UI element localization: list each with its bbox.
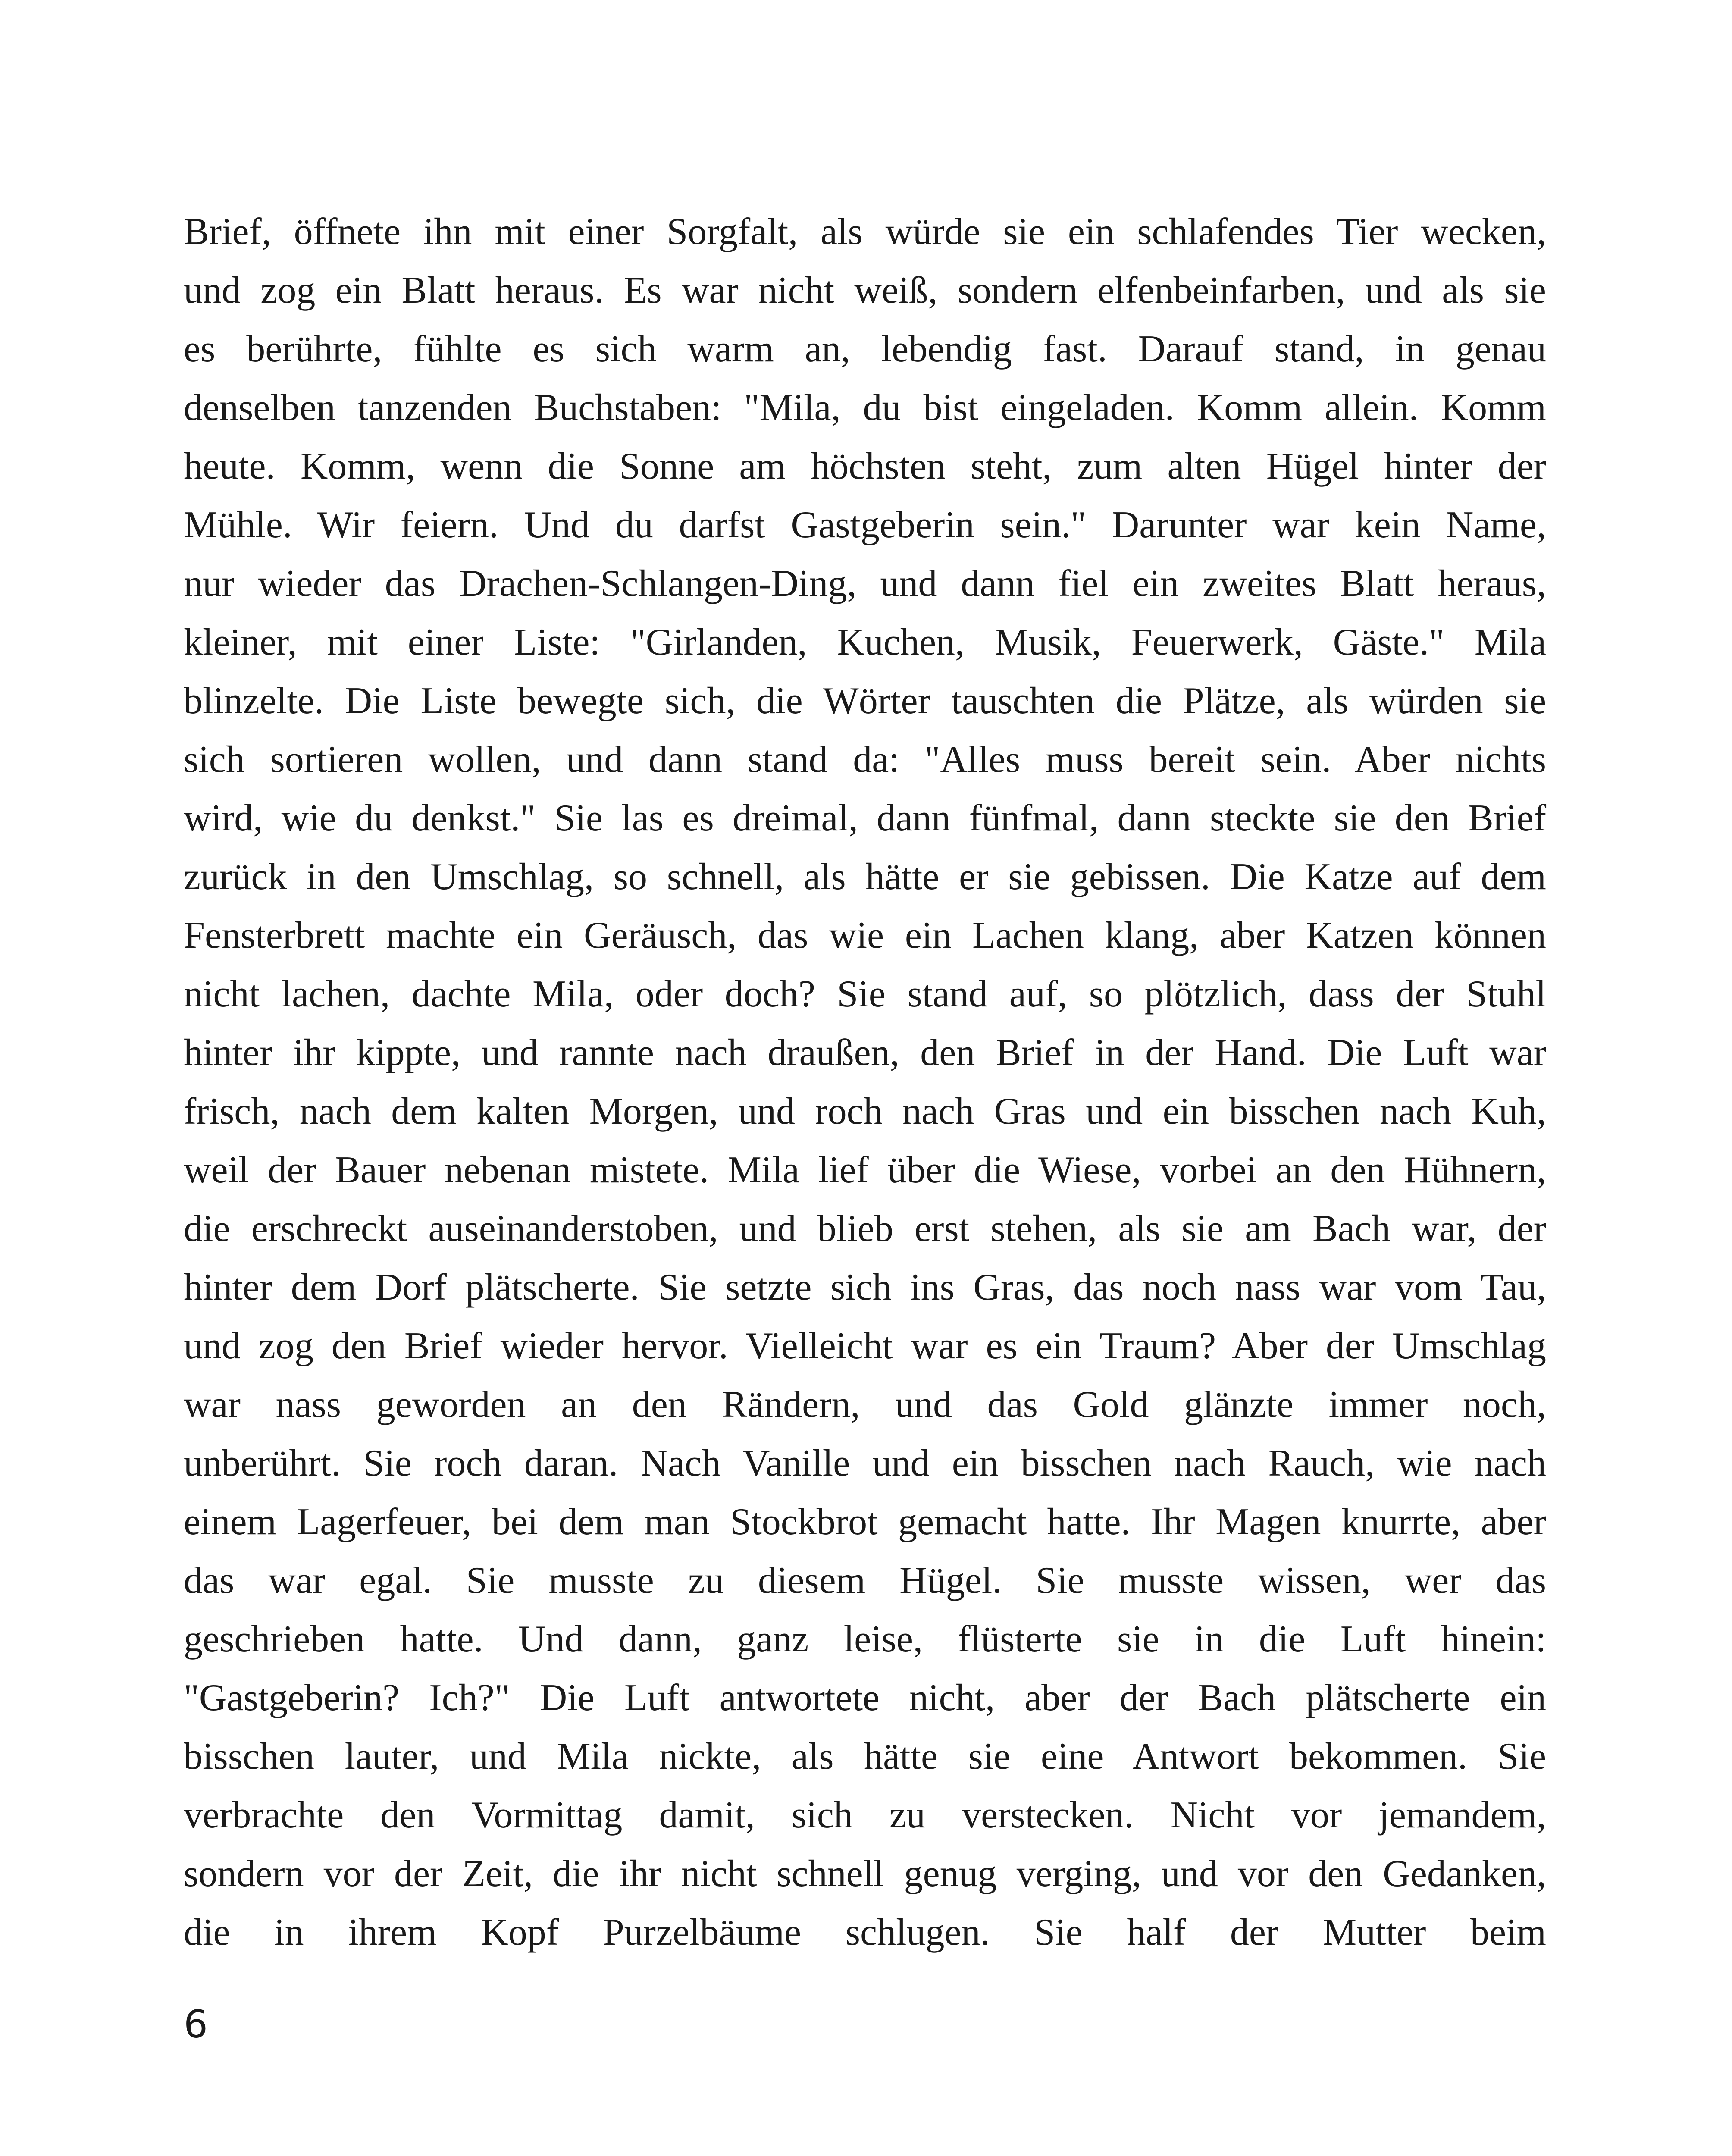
text-line: nicht lachen, dachte Mila, oder doch? Sie stand auf, so plötzlich, dass der Stuhl bbox=[184, 973, 1546, 1015]
text-line: blinzelte. Die Liste bewegte sich, die Wörter tauschten die Plätze, als würden sie bbox=[184, 680, 1546, 722]
text-line: denselben tanzenden Buchstaben: "Mila, du bist eingeladen. Komm allein. Komm bbox=[184, 387, 1546, 429]
text-line: frisch, nach dem kalten Morgen, und roch nach Gras und ein bisschen nach Kuh, bbox=[184, 1091, 1546, 1132]
text-line: sondern vor der Zeit, die ihr nicht schnell genug verging, und vor den Gedanken, bbox=[184, 1853, 1546, 1895]
text-line: geschrieben hatte. Und dann, ganz leise, flüsterte sie in die Luft hinein: bbox=[184, 1618, 1546, 1660]
text-line: die in ihrem Kopf Purzelbäume schlugen. Sie half der Mutter beim bbox=[184, 1912, 1546, 1953]
text-line: zurück in den Umschlag, so schnell, als hätte er sie gebissen. Die Katze auf dem bbox=[184, 856, 1546, 898]
text-line: Mühle. Wir feiern. Und du darfst Gastgeberin sein." Darunter war kein Name, bbox=[184, 504, 1546, 546]
text-line: und zog den Brief wieder hervor. Vielleicht war es ein Traum? Aber der Umschlag bbox=[184, 1325, 1546, 1367]
text-line: das war egal. Sie musste zu diesem Hügel. Sie musste wissen, wer das bbox=[184, 1560, 1546, 1601]
text-line: wird, wie du denkst." Sie las es dreimal, dann fünfmal, dann steckte sie den Brief bbox=[184, 797, 1546, 839]
text-line: hinter ihr kippte, und rannte nach draußen, den Brief in der Hand. Die Luft war bbox=[184, 1032, 1546, 1074]
text-line: einem Lagerfeuer, bei dem man Stockbrot gemacht hatte. Ihr Magen knurrte, aber bbox=[184, 1501, 1546, 1543]
text-line: die erschreckt auseinanderstoben, und blieb erst stehen, als sie am Bach war, der bbox=[184, 1208, 1546, 1250]
text-line: Brief, öffnete ihn mit einer Sorgfalt, als würde sie ein schlafendes Tier wecken, bbox=[184, 211, 1546, 253]
text-line: nur wieder das Drachen-Schlangen-Ding, und dann fiel ein zweites Blatt heraus, bbox=[184, 563, 1546, 605]
page-number: 6 bbox=[184, 2002, 208, 2046]
body-text bbox=[184, 203, 1546, 1962]
text-line: verbrachte den Vormittag damit, sich zu verstecken. Nicht vor jemandem, bbox=[184, 1794, 1546, 1836]
text-line: Fensterbrett machte ein Geräusch, das wie ein Lachen klang, aber Katzen können bbox=[184, 915, 1546, 956]
text-line: und zog ein Blatt heraus. Es war nicht weiß, sondern elfenbeinfarben, und als sie bbox=[184, 270, 1546, 311]
text-line: unberührt. Sie roch daran. Nach Vanille und ein bisschen nach Rauch, wie nach bbox=[184, 1442, 1546, 1484]
text-line: sich sortieren wollen, und dann stand da: "Alles muss bereit sein. Aber nichts bbox=[184, 739, 1546, 780]
text-line: war nass geworden an den Rändern, und das Gold glänzte immer noch, bbox=[184, 1384, 1546, 1426]
text-line: weil der Bauer nebenan mistete. Mila lief über die Wiese, vorbei an den Hühnern, bbox=[184, 1149, 1546, 1191]
text-line: hinter dem Dorf plätscherte. Sie setzte sich ins Gras, das noch nass war vom Tau, bbox=[184, 1266, 1546, 1308]
text-line: kleiner, mit einer Liste: "Girlanden, Kuchen, Musik, Feuerwerk, Gäste." Mila bbox=[184, 621, 1546, 663]
text-line: heute. Komm, wenn die Sonne am höchsten steht, zum alten Hügel hinter der bbox=[184, 445, 1546, 487]
text-line: "Gastgeberin? Ich?" Die Luft antwortete nicht, aber der Bach plätscherte ein bbox=[184, 1677, 1546, 1719]
text-line: es berührte, fühlte es sich warm an, lebendig fast. Darauf stand, in genau bbox=[184, 328, 1546, 370]
text-line: bisschen lauter, und Mila nickte, als hätte sie eine Antwort bekommen. Sie bbox=[184, 1736, 1546, 1777]
